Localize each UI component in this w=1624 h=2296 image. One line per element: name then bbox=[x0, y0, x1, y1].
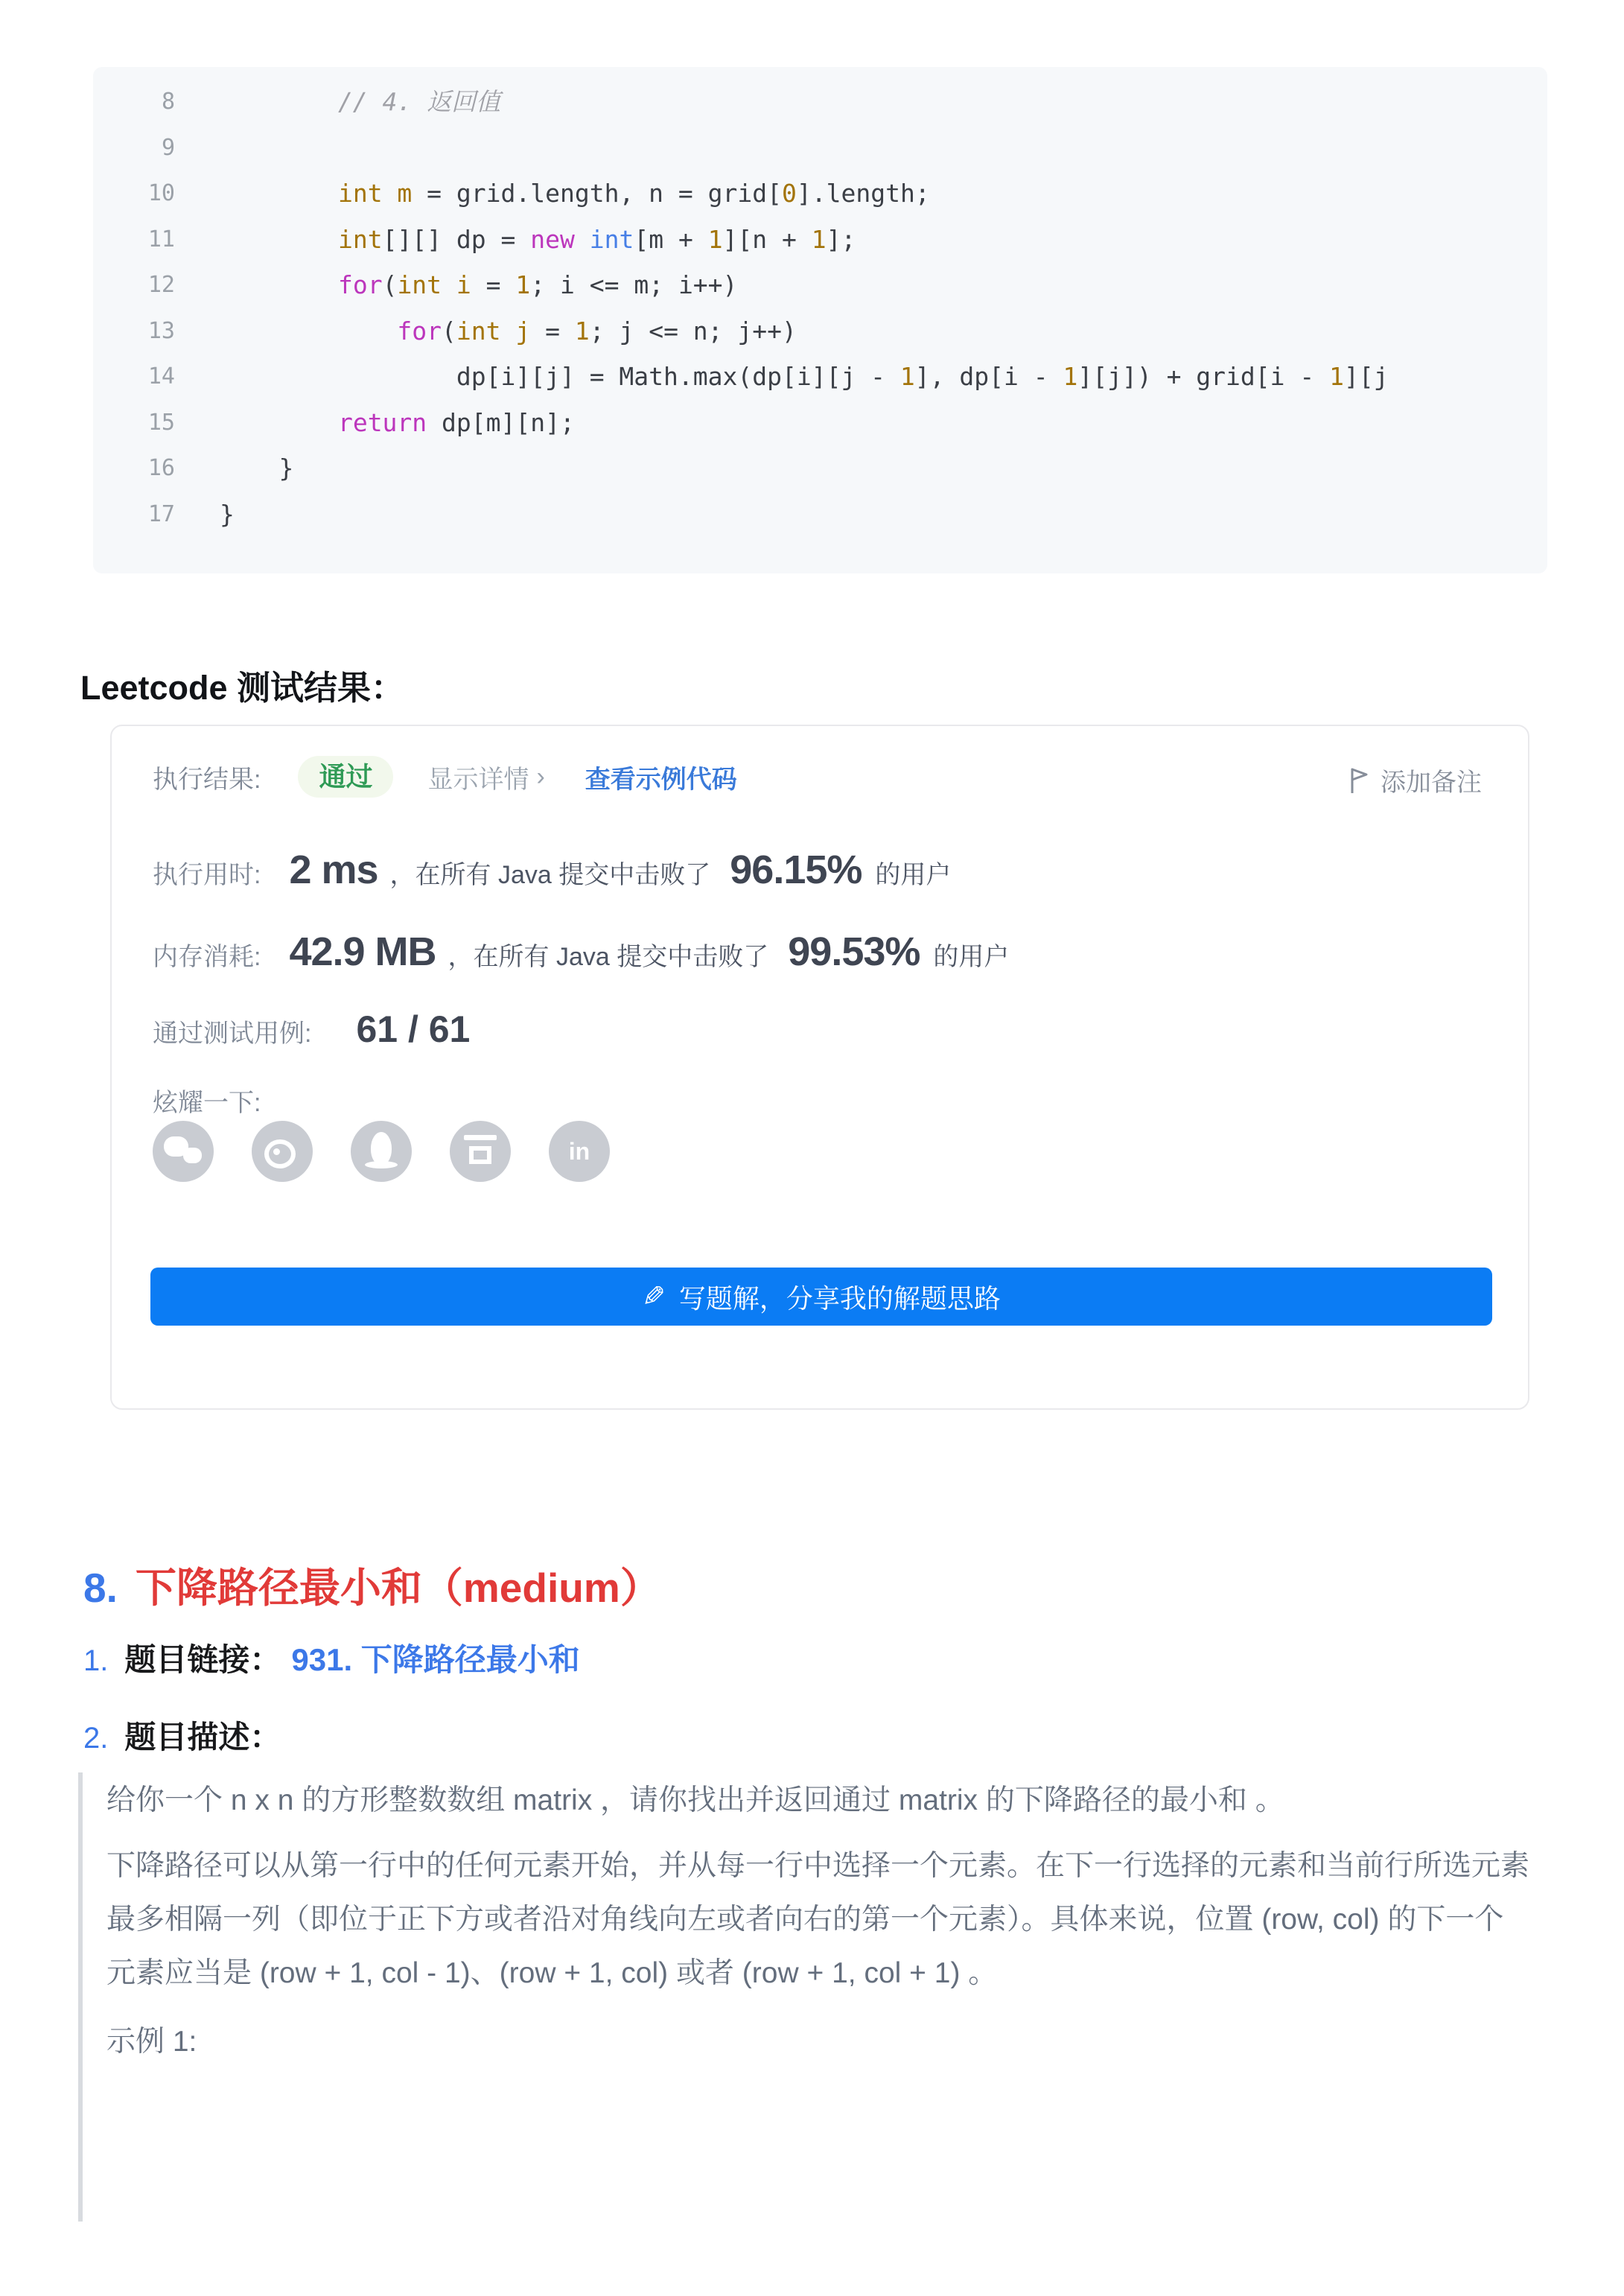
line-number: 10 bbox=[147, 180, 175, 206]
code-text: // 4. 返回值 bbox=[220, 87, 501, 116]
memory-label: 内存消耗: bbox=[153, 943, 261, 971]
code-line bbox=[93, 308, 1547, 354]
runtime-beat-text: ，在所有 Java 提交中击败了 bbox=[389, 861, 711, 889]
runtime-value: 2 ms bbox=[289, 848, 378, 892]
memory-suffix: 的用户 bbox=[933, 943, 1010, 971]
problem-link[interactable]: 931. 下降路径最小和 bbox=[291, 1642, 580, 1677]
line-number: 16 bbox=[147, 455, 175, 481]
code-text: for(int i = 1; i <= m; i++) bbox=[337, 270, 738, 299]
line-number: 15 bbox=[147, 409, 175, 436]
code-line bbox=[93, 400, 1547, 446]
code-text: } bbox=[220, 499, 235, 529]
code-block bbox=[93, 67, 1547, 573]
code-line bbox=[93, 79, 1547, 125]
douban-icon[interactable] bbox=[450, 1121, 511, 1182]
line-number: 9 bbox=[161, 134, 175, 161]
write-solution-button[interactable] bbox=[150, 1268, 1492, 1326]
wechat-icon[interactable] bbox=[153, 1121, 214, 1182]
problem-desc-label: 题目描述： bbox=[124, 1720, 281, 1755]
code-line bbox=[93, 171, 1547, 217]
results-heading: Leetcode 测试结果： bbox=[80, 669, 405, 707]
line-number: 12 bbox=[147, 272, 175, 298]
list-number: 2. bbox=[83, 1722, 109, 1755]
line-number: 14 bbox=[147, 363, 175, 389]
view-sample-code-link[interactable]: 查看示例代码 bbox=[585, 765, 737, 794]
description-paragraph-1: 给你一个 n x n 的方形整数数组 matrix ，请你找出并返回通过 matrix 的下降路径的最小和 。 bbox=[106, 1784, 1284, 1816]
add-note-button[interactable] bbox=[1348, 762, 1482, 798]
result-row bbox=[153, 756, 737, 798]
code-line bbox=[93, 445, 1547, 492]
code-text: dp[i][j] = Math.max(dp[i][j - 1], dp[i - 1][j]) + grid[i - 1][j bbox=[220, 362, 1389, 391]
code-line bbox=[93, 125, 1547, 171]
qq-icon[interactable] bbox=[351, 1121, 412, 1182]
section-heading bbox=[83, 1555, 661, 1614]
chevron-right-icon: › bbox=[536, 762, 545, 791]
testcases-value: 61 / 61 bbox=[356, 1008, 471, 1050]
line-number: 8 bbox=[161, 89, 175, 115]
list-item-problem-desc bbox=[83, 1713, 281, 1758]
brag-label: 炫耀一下: bbox=[153, 1089, 261, 1117]
brag-row bbox=[153, 1082, 261, 1119]
memory-percent: 99.53% bbox=[788, 929, 920, 974]
flag-icon bbox=[1348, 766, 1370, 795]
code-text: int m = grid.length, n = grid[0].length; bbox=[337, 179, 930, 208]
runtime-row bbox=[153, 847, 951, 893]
line-number: 13 bbox=[147, 317, 175, 344]
code-text: } bbox=[220, 454, 294, 483]
code-line bbox=[93, 217, 1547, 263]
leetcode-result-panel bbox=[110, 725, 1529, 1410]
line-number: 17 bbox=[147, 500, 175, 527]
testcases-label: 通过测试用例: bbox=[153, 1020, 312, 1048]
line-number: 11 bbox=[147, 226, 175, 252]
runtime-label: 执行用时: bbox=[153, 861, 261, 889]
problem-link-label: 题目链接： bbox=[124, 1642, 281, 1677]
section-title: 下降路径最小和（medium） bbox=[135, 1565, 661, 1611]
linkedin-icon[interactable]: in bbox=[549, 1121, 610, 1182]
weibo-icon[interactable] bbox=[252, 1121, 313, 1182]
code-text: for(int j = 1; j <= n; j++) bbox=[397, 316, 797, 346]
status-badge[interactable]: 通过 bbox=[298, 756, 393, 798]
memory-beat-text: ，在所有 Java 提交中击败了 bbox=[448, 943, 769, 971]
description-paragraph-3: 示例 1: bbox=[106, 2026, 197, 2058]
code-line bbox=[93, 262, 1547, 308]
code-line bbox=[93, 354, 1547, 400]
code-line bbox=[93, 492, 1547, 538]
section-number: 8. bbox=[83, 1565, 118, 1611]
runtime-percent: 96.15% bbox=[730, 848, 862, 892]
show-details-link[interactable]: 显示详情 bbox=[427, 765, 529, 794]
result-label: 执行结果: bbox=[153, 765, 261, 794]
list-number: 1. bbox=[83, 1644, 109, 1677]
runtime-suffix: 的用户 bbox=[875, 861, 952, 889]
list-item-problem-link bbox=[83, 1635, 580, 1680]
description-paragraph-2: 下降路径可以从第一行中的任何元素开始，并从每一行中选择一个元素。在下一行选择的元素和当前行所选元素最多相隔一列（即位于正下方或者沿对角线向左或者向右的第一个元素）。具体来说，位置 (row, col) 的下一个元素应当是 (row + 1, col - 1)、(row + 1, col) 或者 (row + 1, col + 1) 。 bbox=[106, 1850, 1530, 1989]
code-text: int[][] dp = new int[m + 1][n + 1]; bbox=[337, 224, 856, 254]
code-text: return dp[m][n]; bbox=[337, 407, 575, 437]
add-note-label: 添加备注 bbox=[1381, 769, 1482, 797]
memory-value: 42.9 MB bbox=[289, 929, 436, 974]
write-solution-label: 写题解，分享我的解题思路 bbox=[678, 1282, 1001, 1314]
memory-row bbox=[153, 929, 1009, 975]
pencil-icon: ✎ bbox=[642, 1281, 666, 1313]
testcases-row bbox=[153, 1008, 470, 1051]
blockquote-border bbox=[78, 1772, 83, 2222]
share-icons-row bbox=[153, 1121, 610, 1182]
